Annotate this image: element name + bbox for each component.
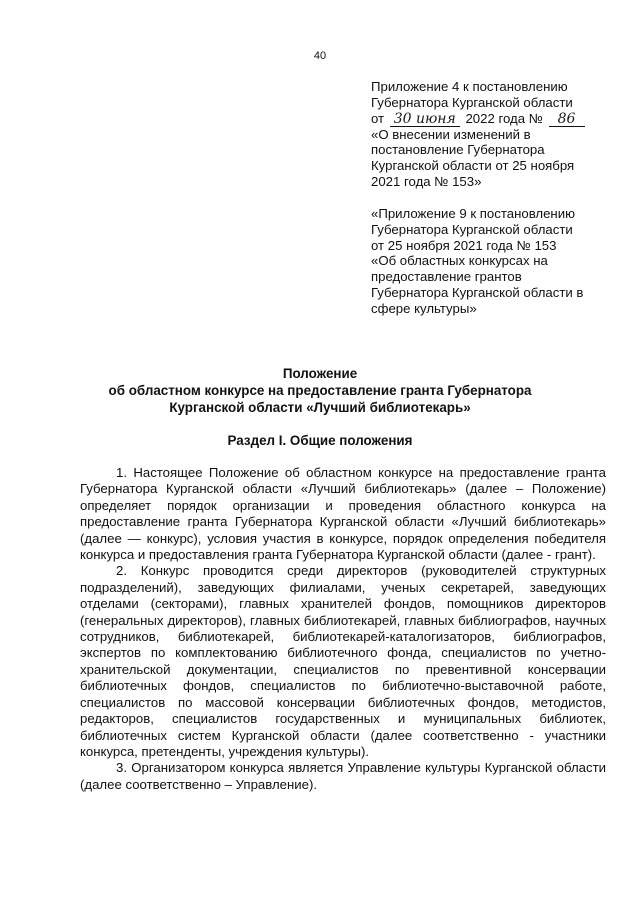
appendix-block-amendment xyxy=(371,79,611,190)
section-title: Раздел I. Общие положения xyxy=(227,433,413,448)
paragraph: 3. Организатором конкурса является Управление культуры Курганской области (далее соответственно – Управление). xyxy=(80,760,606,792)
appendix-line: 2021 года № 153» xyxy=(371,173,482,189)
paragraph: 1. Настоящее Положение об областном конкурсе на предоставление гранта Губернатора Курганской области «Лучший библиотекарь» (далее – Положение) определяет порядок организации и проведения областного конкурса на предоставление гранта Губернатора Курганской области «Лучший библиотекарь» (далее — конкурс), условия участия в конкурсе, порядок определения победителя конкурса и предоставления гранта Губернатора Курганской области (далее - грант). xyxy=(80,465,606,563)
body-text xyxy=(80,465,606,793)
appendix-block-original xyxy=(371,206,611,317)
title-line: Положение xyxy=(282,366,358,381)
handwritten-number: 86 xyxy=(549,113,585,127)
appendix-line: сфере культуры» xyxy=(371,300,477,316)
appendix-line: «О внесении изменений в xyxy=(371,126,531,142)
date-prefix: от xyxy=(371,110,385,126)
year-text: 2022 года № xyxy=(465,110,543,126)
appendix-line: Губернатора Курганской области xyxy=(371,94,573,110)
paragraph: 2. Конкурс проводится среди директоров (руководителей структурных подразделений), заведующих филиалами, ученых секретарей, заведующих отделами (секторами), главных хранителей фондов, помощников директоров (генеральных директоров), главных библиотекарей, главных библиографов, научных сотрудников, библиотекарей, библиотекарей-каталогизаторов, библиографов, экспертов по комплектованию библиотечного фонда, специалистов по учетно-хранительской документации, специалистов по превентивной консервации библиотечных фондов, специалистов по библиотечно-выставочной работе, специалистов по массовой консервации библиотечных фондов, методистов, редакторов, специалистов государственных и муниципальных библиотек, библиотечных систем Курганской области (далее соответственно - участники конкурса, претенденты, учреждения культуры). xyxy=(80,563,606,759)
appendix-date-line xyxy=(371,111,611,127)
appendix-line: Губернатора Курганской области в xyxy=(371,284,584,300)
appendix-line: Приложение 4 к постановлению xyxy=(371,79,568,94)
appendix-line: предоставление грантов xyxy=(371,269,522,285)
handwritten-date: 30 июня xyxy=(390,113,460,127)
appendix-line: Губернатора Курганской области xyxy=(371,221,573,237)
title-line: Курганской области «Лучший библиотекарь» xyxy=(169,400,471,415)
appendix-line: от 25 ноября 2021 года № 153 xyxy=(371,237,557,253)
appendix-line: постановление Губернатора xyxy=(371,142,545,158)
appendix-line: Курганской области от 25 ноября xyxy=(371,158,575,174)
document-title xyxy=(0,365,640,416)
appendix-line: «Приложение 9 к постановлению xyxy=(371,206,575,221)
title-line: об областном конкурсе на предоставление гранта Губернатора xyxy=(108,383,532,398)
appendix-line: «Об областных конкурсах на xyxy=(371,253,548,269)
page-number: 40 xyxy=(313,50,327,62)
